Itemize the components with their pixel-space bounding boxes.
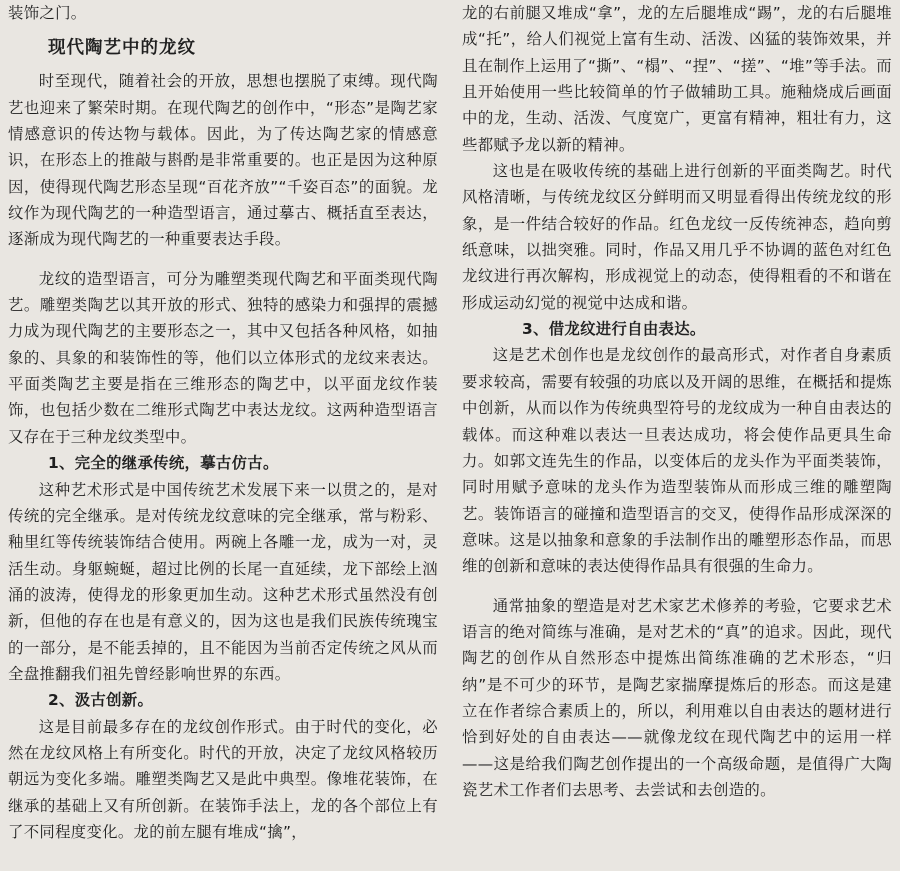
paragraph: 这是艺术创作也是龙纹创作的最高形式，对作者自身素质要求较高，需要有较强的功底以及开阔的思维，在概括和提炼中创新，从而以作为传统典型符号的龙纹成为一种自由表达的载体。而这种难以表达一旦表达成功，将会使作品更具生命力。如郭文连先生的作品，以变体后的龙头作为平面类装饰，同时用赋予意味的龙头作为造型装饰从而形成三维的雕塑陶艺。装饰语言的碰撞和造型语言的交叉，使得作品形成深深的意味。这是以抽象和意象的手法制作出的雕塑形态作品，而思维的创新和意味的表达使得作品具有很强的生命力。: [462, 346, 892, 576]
paragraph-gap: [462, 580, 892, 593]
paragraph: 龙纹的造型语言，可分为雕塑类现代陶艺和平面类现代陶艺。雕塑类陶艺以其开放的形式、独特的感染力和强捍的震撼力成为现代陶艺的主要形态之一，其中又包括各种风格，如抽象的、具象的和装饰性的等，他们以立体形式的龙纹来表达。平面类陶艺主要是指在三维形态的陶艺中，以平面龙纹作装饰，也包括少数在二维形式陶艺中表达龙纹。这两种造型语言又存在于三种龙纹类型中。: [8, 269, 438, 446]
paragraph: 这是目前最多存在的龙纹创作形式。由于时代的变化，必然在龙纹风格上有所变化。时代的开放，决定了龙纹风格较历朝远为变化多端。雕塑类陶艺又是此中典型。像堆花装饰，在继承的基础上又有所创新。在装饰手法上，龙的各个部位上有了不同程度变化。龙的前左腿有堆成“擒”，: [8, 717, 438, 841]
continuation-text: 装饰之门。: [8, 4, 87, 22]
subheading-3: 3、借龙纹进行自由表达。: [522, 320, 706, 339]
paragraph: 这种艺术形式是中国传统艺术发展下来一以贯之的，是对传统的完全继承。是对传统龙纹意味的完全继承，常与粉彩、釉里红等传统装饰结合使用。两碗上各雕一龙，成为一对，灵活生动。身躯蜿蜒，超过比例的长尾一直延续，龙下部绘上汹涌的波涛，使得龙的形象更加生动。这种艺术形式虽然没有创新，但他的存在也是有意义的，因为这也是我们民族传统瑰宝的一部分，是不能丢掉的，且不能因为当前否定传统之风从而全盘推翻我们祖先曾经影响世界的东西。: [8, 480, 438, 683]
subheading-2: 2、汲古创新。: [48, 691, 154, 710]
paragraph: 这也是在吸收传统的基础上进行创新的平面类陶艺。时代风格清晰，与传统龙纹区分鲜明而又明显看得出传统龙纹的形象，是一件结合较好的作品。红色龙纹一反传统神态，趋向剪纸意味，以拙突雅。同时，作品又用几乎不协调的蓝色对红色龙纹进行再次解构，形成视觉上的动态，使得粗看的不和谐在形成运动幻觉的视觉中达成和谐。: [462, 162, 892, 312]
section-title: 现代陶艺中的龙纹: [48, 38, 196, 59]
paragraph-gap: [8, 253, 438, 266]
paragraph: 通常抽象的塑造是对艺术家艺术修养的考验，它要求艺术语言的绝对简练与准确，是对艺术的“真”的追求。因此，现代陶艺的创作从自然形态中提炼出简练准确的艺术形态，“归纳”是不可少的环节，是陶艺家揣摩提炼后的形态。而这是建立在作者综合素质上的，所以，利用难以自由表达的题材进行恰到好处的自由表达——就像龙纹在现代陶艺中的运用一样——这是给我们陶艺创作提出的一个高级命题，是值得广大陶瓷艺术工作者们去思考、去尝试和去创造的。: [462, 596, 892, 799]
left-column: [8, 0, 438, 845]
subheading-1: 1、完全的继承传统，摹古仿古。: [48, 454, 279, 473]
right-column: [462, 0, 892, 803]
paragraph: 时至现代，随着社会的开放，思想也摆脱了束缚。现代陶艺也迎来了繁荣时期。在现代陶艺的创作中，“形态”是陶艺家情感意识的传达物与载体。因此，为了传达陶艺家的情感意识，在形态上的推敲与斟酌是非常重要的。也正是因为这种原因，使得现代陶艺形态呈现“百花齐放”“千姿百态”的面貌。龙纹作为现代陶艺的一种造型语言，通过摹古、概括直至表达，逐渐成为现代陶艺的一种重要表达手段。: [8, 72, 438, 249]
continuation-text: 龙的右前腿又堆成“拿”，龙的左后腿堆成“踢”，龙的右后腿堆成“托”，给人们视觉上富有生动、活泼、凶猛的装饰效果，并且在制作上运用了“撕”、“榻”、“捏”、“搓”、“堆”等手法。而且开始使用一些比较简单的竹子做辅助工具。施釉烧成后画面中的龙，生动、活泼、气度宽广，更富有精神，粗壮有力，这些都赋予龙以新的精神。: [462, 4, 892, 154]
